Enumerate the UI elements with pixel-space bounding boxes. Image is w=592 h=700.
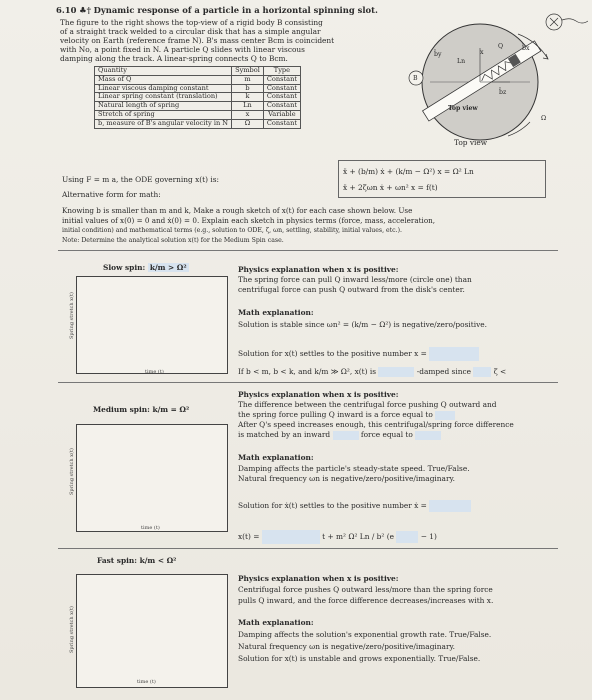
problem-header bbox=[56, 6, 378, 15]
medium-math-line-2 bbox=[238, 500, 471, 512]
math-text: -damped since bbox=[416, 367, 471, 376]
solution-text: − 1) bbox=[420, 532, 437, 541]
b-label: B bbox=[413, 75, 418, 82]
case-label: Slow spin: bbox=[103, 263, 146, 272]
solution-text: m² Ω² Ln / b² bbox=[336, 532, 385, 541]
slow-spin-sketch-area[interactable] bbox=[69, 276, 228, 375]
solution-text: (e bbox=[386, 532, 394, 541]
table-header-type: Type bbox=[263, 67, 300, 76]
divider bbox=[58, 382, 558, 383]
solution-text: x(t) = bbox=[238, 532, 260, 541]
phys-text: the spring force pulling Q inward is a force equal to bbox=[238, 410, 433, 419]
answer-blank[interactable] bbox=[262, 530, 320, 544]
medium-phys-line-1 bbox=[238, 410, 455, 420]
fast-spin-sketch-area[interactable] bbox=[69, 574, 228, 688]
answer-blank[interactable] bbox=[333, 431, 359, 440]
y-axis-label: Spring stretch x(t) bbox=[69, 292, 75, 339]
problem-title: Dynamic response of a particle in a horizontal spinning slot. bbox=[93, 5, 378, 15]
slow-math-line-0: Solution is stable since ωn² = (k/m − Ω²) is negative/zero/positive. bbox=[238, 320, 487, 329]
table-cell: x bbox=[232, 110, 264, 119]
intro-line-2: velocity on Earth (reference frame N). B's mass center Bcm is coincident bbox=[60, 36, 335, 45]
answer-blank[interactable] bbox=[396, 531, 418, 543]
table-cell: Linear spring constant (translation) bbox=[95, 93, 232, 102]
instruction-line-1: initial values of x(0) = 0 and ẋ(0) = 0. Explain each sketch in physics terms (force, mass, acceleration, bbox=[62, 216, 436, 225]
medium-solution-line bbox=[238, 530, 437, 544]
y-axis-label: Spring stretch x(t) bbox=[69, 606, 75, 653]
table-cell: b bbox=[232, 84, 264, 93]
table-row bbox=[95, 110, 301, 119]
table-cell: Constant bbox=[263, 119, 300, 128]
x-axis-label: time (t) bbox=[145, 369, 164, 375]
slow-phys-line-1: centrifugal force can push Q outward from the disk's center. bbox=[238, 285, 465, 294]
by-label: b̂y bbox=[434, 51, 442, 58]
table-cell: m bbox=[232, 75, 264, 84]
table-cell: Mass of Q bbox=[95, 75, 232, 84]
fast-math-line-1: Natural frequency ωn is negative/zero/positive/imaginary. bbox=[238, 642, 456, 651]
table-row bbox=[95, 75, 301, 84]
omega-label: Ω bbox=[541, 115, 547, 122]
table-cell: Constant bbox=[263, 102, 300, 111]
ode-alt-line: Alternative form for math: bbox=[62, 190, 161, 199]
bx-label: b̂x bbox=[522, 45, 530, 52]
bz-label: b̂z bbox=[499, 89, 507, 96]
properties-table bbox=[94, 66, 301, 129]
ln-label: Ln bbox=[457, 58, 466, 65]
problem-star: ♣† bbox=[79, 5, 91, 15]
math-text: If b < m, b < k, and k/m ≫ Ω², x(t) is bbox=[238, 367, 376, 376]
answer-blank[interactable] bbox=[435, 411, 455, 420]
phys-text: is matched by an inward bbox=[238, 430, 331, 439]
top-view-caption: Top view bbox=[454, 138, 488, 147]
instruction-line-0: Knowing b is smaller than m and k, Make a rough sketch of x(t) for each case shown below. Use bbox=[62, 206, 413, 215]
table-cell: Linear viscous damping constant bbox=[95, 84, 232, 93]
table-cell: b, measure of B's angular velocity in N bbox=[95, 119, 232, 128]
slow-math-head: Math explanation: bbox=[238, 308, 314, 317]
table-cell: Constant bbox=[263, 75, 300, 84]
medium-spin-sketch-area[interactable] bbox=[69, 424, 228, 532]
case-condition: k/m > Ω² bbox=[149, 263, 187, 272]
table-cell: Constant bbox=[263, 93, 300, 102]
fast-math-line-2: Solution for x(t) is unstable and grows exponentially. True/False. bbox=[238, 654, 481, 663]
medium-phys-line-3 bbox=[238, 430, 441, 440]
answer-blank[interactable] bbox=[473, 367, 491, 377]
slow-math-line-2 bbox=[238, 367, 506, 377]
intro-line-3: with No, a point fixed in N. A particle Q slides with linear viscous bbox=[60, 45, 305, 54]
table-cell: Natural length of spring bbox=[95, 102, 232, 111]
x-axis-label: time (t) bbox=[137, 679, 156, 685]
fast-phys-line-1: pulls Q inward, and the force difference decreases/increases with x. bbox=[238, 596, 494, 605]
fast-phys-head: Physics explanation when x is positive: bbox=[238, 574, 399, 583]
medium-phys-line-2: After Q's speed increases enough, this centrifugal/spring force difference bbox=[238, 420, 514, 429]
table-header-quantity: Quantity bbox=[95, 67, 232, 76]
table-cell: k bbox=[232, 93, 264, 102]
x-label: x bbox=[480, 49, 484, 56]
divider bbox=[58, 250, 558, 251]
y-axis-label: Spring stretch x(t) bbox=[69, 448, 75, 495]
disk-diagram bbox=[398, 4, 588, 154]
answer-blank[interactable] bbox=[378, 367, 414, 377]
ode-using-line: Using F = m a, the ODE governing x(t) is: bbox=[62, 175, 220, 184]
fast-phys-line-0: Centrifugal force pushes Q outward less/more than the spring force bbox=[238, 585, 493, 594]
medium-phys-line-0: The difference between the centrifugal force pushing Q outward and bbox=[238, 400, 497, 409]
table-cell: Constant bbox=[263, 84, 300, 93]
case-condition: k/m < Ω² bbox=[139, 556, 177, 565]
medium-phys-head: Physics explanation when x is positive: bbox=[238, 390, 399, 399]
divider bbox=[58, 548, 558, 549]
fast-math-line-0: Damping affects the solution's exponential growth rate. True/False. bbox=[238, 630, 492, 639]
slow-phys-head: Physics explanation when x is positive: bbox=[238, 265, 399, 274]
table-cell: Ln bbox=[232, 102, 264, 111]
intro-line-1: of a straight track welded to a circular disk that has a simple angular bbox=[60, 27, 321, 36]
fast-spin-label bbox=[97, 556, 176, 565]
medium-spin-label bbox=[93, 405, 189, 414]
solution-text: t + bbox=[322, 532, 334, 541]
slow-math-line-1 bbox=[238, 347, 479, 361]
math-text: Solution for x(t) settles to the positive number x = bbox=[238, 349, 427, 358]
intro-line-4: damping along the track. A linear-spring connects Q to Bcm. bbox=[60, 54, 288, 63]
table-cell: Ω bbox=[232, 119, 264, 128]
answer-blank[interactable] bbox=[415, 431, 441, 440]
case-label: Fast spin: bbox=[97, 556, 138, 565]
medium-math-line-0: Damping affects the particle's steady-state speed. True/False. bbox=[238, 464, 470, 473]
math-text: Solution for ẋ(t) settles to the positive number ẋ = bbox=[238, 501, 427, 510]
table-header-symbol: Symbol bbox=[232, 67, 264, 76]
ode-equations-box bbox=[338, 160, 546, 198]
slow-phys-line-0: The spring force can pull Q inward less/more (circle one) than bbox=[238, 275, 472, 284]
answer-blank[interactable] bbox=[429, 500, 471, 512]
table-cell: Stretch of spring bbox=[95, 110, 232, 119]
ode-equation-2: ẍ + 2ζωn ẋ + ωn² x = f(t) bbox=[343, 183, 438, 192]
case-label: Medium spin: bbox=[93, 405, 150, 414]
x-axis-label: time (t) bbox=[141, 525, 160, 531]
math-text: ζ < bbox=[493, 367, 507, 376]
q-label: Q bbox=[498, 43, 504, 50]
fast-math-head: Math explanation: bbox=[238, 618, 314, 627]
table-row bbox=[95, 119, 301, 128]
top-view-figure bbox=[398, 4, 588, 154]
case-condition: k/m = Ω² bbox=[152, 405, 190, 414]
ode-equation-1: ẍ + (b/m) ẋ + (k/m − Ω²) x = Ω² Ln bbox=[343, 167, 474, 176]
slow-spin-label bbox=[103, 263, 189, 272]
medium-math-head: Math explanation: bbox=[238, 453, 314, 462]
instruction-line-2: initial condition) and mathematical terms (e.g., solution to ODE, ζ, ωn, settling, stability, initial values, etc.). bbox=[62, 227, 402, 234]
medium-math-line-1: Natural frequency ωn is negative/zero/positive/imaginary. bbox=[238, 474, 456, 483]
instruction-line-3: Note: Determine the analytical solution x(t) for the Medium Spin case. bbox=[62, 237, 284, 244]
top-view-inner-label: Top view bbox=[448, 105, 478, 112]
intro-line-0: The figure to the right shows the top-view of a rigid body B consisting bbox=[60, 18, 323, 27]
phys-text: force equal to bbox=[360, 430, 413, 439]
table-cell: Variable bbox=[263, 110, 300, 119]
answer-blank[interactable] bbox=[429, 347, 479, 361]
problem-number: 6.10 bbox=[56, 5, 77, 15]
